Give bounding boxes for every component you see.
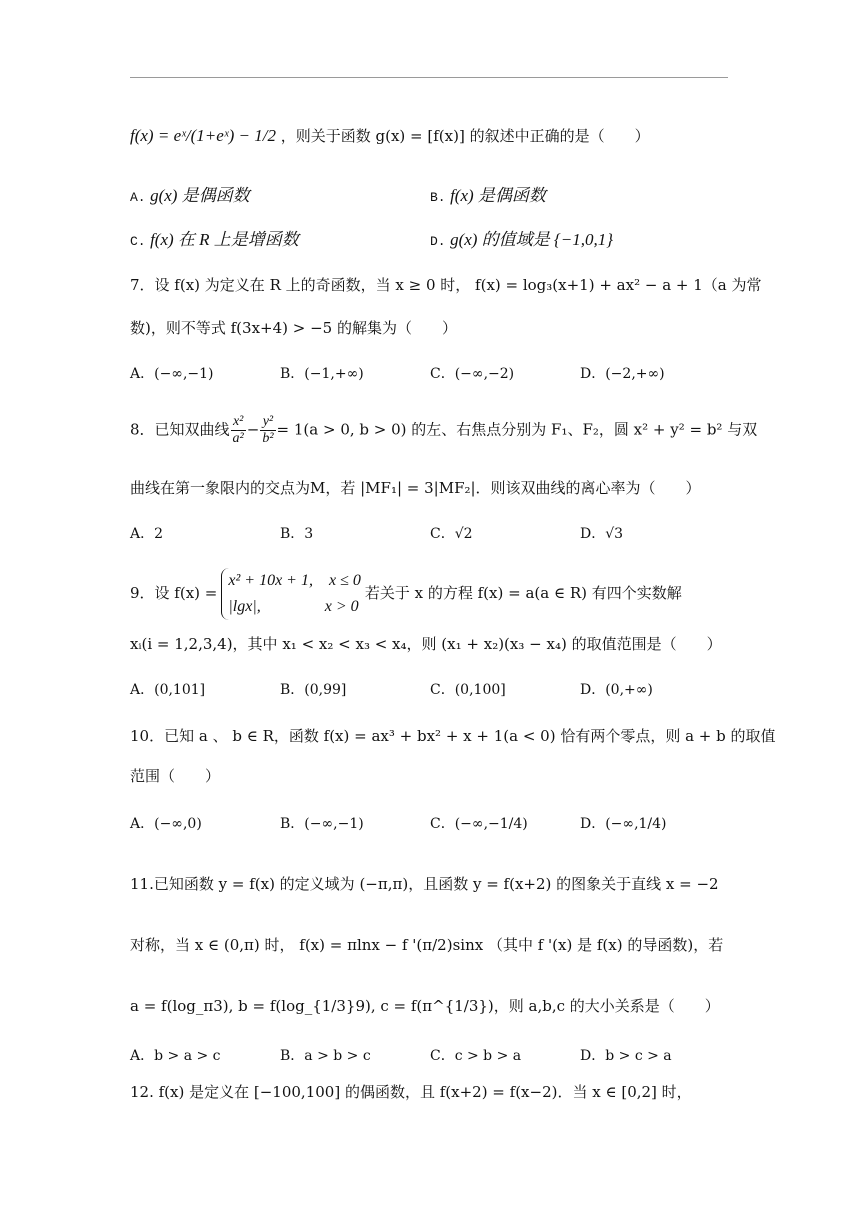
q7-option-c[interactable]: C．(−∞,−2) [430,366,515,382]
q9-option-c[interactable]: C．(0,100] [430,682,506,698]
q8-option-b[interactable]: B．3 [280,526,314,542]
q6-function-formula: f(x) = eˣ/(1+eˣ) − 1/2 [130,126,276,145]
q11-option-d[interactable]: D．b > c > a [580,1048,672,1064]
q7-line-1: 7．设 f(x) 为定义在 R 上的奇函数，当 x ≥ 0 时， f(x) = log₃(x+1) + ax² − a + 1（a 为常 [130,276,762,294]
q7-option-a[interactable]: A．(−∞,−1) [130,366,214,382]
q8-option-c[interactable]: C．√2 [430,526,473,542]
q11-line-2: 对称，当 x ∈ (0,π) 时， f(x) = πlnx − f '(π/2)sinx （其中 f '(x) 是 f(x) 的导函数)，若 [130,936,724,954]
q11-line-1: 11.已知函数 y = f(x) 的定义域为 (−π,π)，且函数 y = f(x+2) 的图象关于直线 x = −2 [130,875,719,893]
q9-line-1: 9．设 f(x) = x² + 10x + 1, x ≤ 0 |lgx|, x > 0 若关于 x 的方程 f(x) = a(a ∈ R) 有四个实数解 [130,568,740,620]
q6-intro [130,126,740,146]
q9-option-d[interactable]: D．(0,+∞) [580,682,653,698]
q10-option-b[interactable]: B．(−∞,−1) [280,816,364,832]
q11-option-a[interactable]: A．b > a > c [130,1048,221,1064]
q6-question-text: ，则关于函数 g(x) = [f(x)] 的叙述中正确的是（ ） [280,127,650,145]
q10-option-d[interactable]: D．(−∞,1/4) [580,816,667,832]
q9-line-2: xᵢ(i = 1,2,3,4)，其中 x₁ < x₂ < x₃ < x₄，则 (x₁ + x₂)(x₃ − x₄) 的取值范围是（ ） [130,635,722,653]
q8-option-d[interactable]: D．√3 [580,526,624,542]
header-rule [130,77,728,78]
q10-option-a[interactable]: A．(−∞,0) [130,816,202,832]
q6-option-c[interactable]: C. f(x) 在 R 上是增函数 [130,230,299,249]
q12-line-1: 12. f(x) 是定义在 [−100,100] 的偶函数，且 f(x+2) = f(x−2)．当 x ∈ [0,2] 时， [130,1083,692,1101]
q7-option-b[interactable]: B．(−1,+∞) [280,366,364,382]
q6-option-b[interactable]: B. f(x) 是偶函数 [430,186,546,205]
q9-option-a[interactable]: A．(0,101] [130,682,206,698]
q11-line-3: a = f(log_π3), b = f(log_{1/3}9), c = f(π^{1/3})，则 a,b,c 的大小关系是（ ） [130,997,720,1015]
q8-option-a[interactable]: A．2 [130,526,164,542]
q8-line-1: 8．已知双曲线 $\frac{\text{x²}}{\text{a²}}$ − $\frac{\text{y²}}{\text{b²}}$ = 1(a > 0, b > 0) 的左、右焦点分别为 F₁、F₂，圆 x² + y² = b² 与双 [130,414,758,446]
q7-line-2: 数)，则不等式 f(3x+4) > −5 的解集为（ ） [130,319,457,337]
q11-option-b[interactable]: B．a > b > c [280,1048,371,1064]
q6-option-a[interactable]: A. g(x) 是偶函数 [130,186,250,205]
q7-option-d[interactable]: D．(−2,+∞) [580,366,665,382]
q10-option-c[interactable]: C．(−∞,−1/4) [430,816,528,832]
q11-option-c[interactable]: C．c > b > a [430,1048,522,1064]
q9-option-b[interactable]: B．(0,99] [280,682,347,698]
q9-piecewise: x² + 10x + 1, x ≤ 0 |lgx|, x > 0 [221,568,360,620]
q8-line-2: 曲线在第一象限内的交点为M，若 |MF₁| = 3|MF₂|．则该双曲线的离心率为（ ） [130,479,701,497]
q10-line-1: 10．已知 a 、 b ∈ R，函数 f(x) = ax³ + bx² + x + 1(a < 0) 恰有两个零点，则 a + b 的取值 [130,727,776,745]
q6-option-d[interactable]: D. g(x) 的值域是 {−1,0,1} [430,230,613,249]
q10-line-2: 范围（ ） [130,767,221,785]
